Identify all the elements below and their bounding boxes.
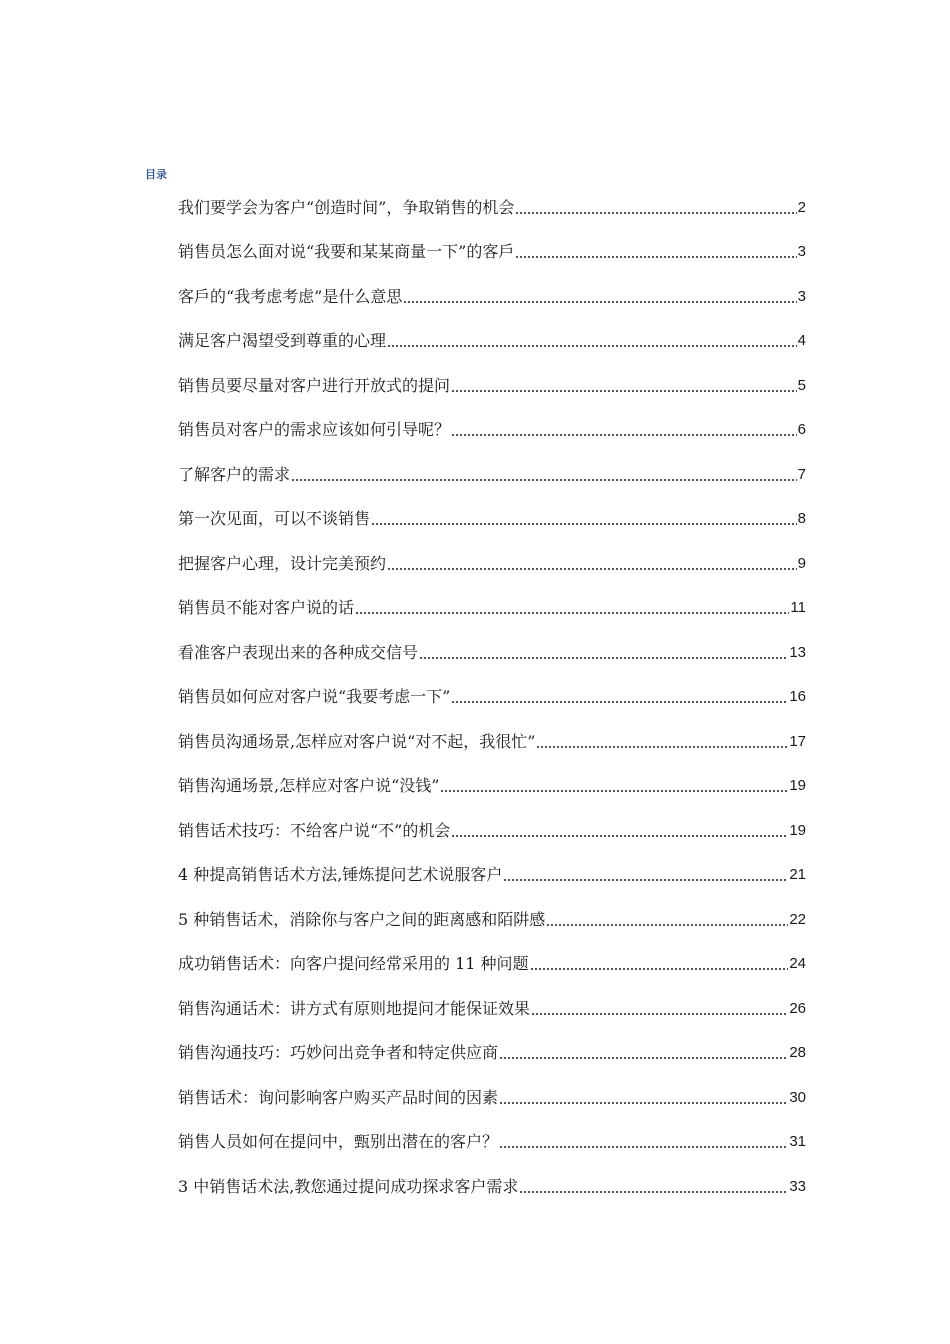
toc-entry[interactable]: [178, 321, 806, 366]
toc-entry-title: 销售话术技巧：不给客户说“不”的机会: [178, 820, 451, 840]
toc-entry-page-number: 3: [797, 243, 806, 260]
toc-entry-title: 销售员对客户的需求应该如何引导呢？: [178, 420, 451, 439]
toc-entry-page-number: 7: [797, 465, 806, 483]
toc-entry-page-number: 3: [797, 287, 806, 305]
toc-entry[interactable]: [178, 1122, 806, 1167]
toc-entry[interactable]: [178, 899, 806, 944]
toc-entry-page-number: 9: [797, 554, 806, 572]
toc-entry-title: 看准客户表现出来的各种成交信号: [178, 642, 419, 662]
toc-dot-leader: [503, 879, 788, 881]
toc-dot-leader: [371, 523, 797, 525]
toc-entry[interactable]: [178, 1166, 806, 1211]
toc-dot-leader: [519, 1191, 788, 1193]
toc-entry-title: 第一次见面，可以不谈销售: [178, 509, 371, 528]
toc-entry-title: 满足客户渴望受到尊重的心理: [178, 331, 387, 350]
toc-dot-leader: [355, 612, 789, 614]
toc-entry-page-number: 6: [797, 421, 806, 438]
toc-entry-page-number: 31: [789, 1133, 806, 1150]
toc-dot-leader: [499, 1102, 788, 1104]
toc-entry-title: 销售员怎么面对说“我要和某某商量一下”的客戶: [178, 242, 515, 261]
toc-dot-leader: [515, 256, 796, 258]
toc-dot-leader: [403, 301, 796, 303]
toc-entry[interactable]: [178, 410, 806, 455]
toc-entry-title: 销售员不能对客户说的话: [178, 598, 355, 617]
toc-entry-page-number: 33: [789, 1177, 806, 1195]
toc-entry-page-number: 11: [790, 599, 806, 616]
toc-entry-title: 我们要学会为客户“创造时间”，争取销售的机会: [178, 197, 515, 217]
toc-entry[interactable]: [178, 721, 806, 766]
toc-dot-leader: [515, 212, 796, 214]
toc-entry[interactable]: [178, 944, 806, 989]
toc-entry[interactable]: [178, 1077, 806, 1122]
toc-entry-title: 销售沟通话术：讲方式有原则地提问才能保证效果: [178, 998, 531, 1018]
toc-dot-leader: [387, 345, 797, 347]
toc-dot-leader: [499, 1146, 788, 1148]
toc-entry-title: 销售话术：询问影响客户购买产品时间的因素: [178, 1087, 499, 1107]
toc-dot-leader: [440, 790, 788, 792]
toc-entry-page-number: 30: [789, 1088, 806, 1106]
toc-dot-leader: [530, 968, 789, 970]
toc-entry-page-number: 4: [797, 332, 806, 349]
toc-entry-page-number: 28: [789, 1044, 806, 1061]
toc-entry-title: 4 种提高销售话术方法,锤炼提问艺术说服客户: [178, 865, 503, 884]
toc-entry-title: 成功销售话术：向客户提问经常采用的 11 种问题: [178, 954, 529, 973]
toc-dot-leader: [451, 701, 788, 703]
toc-dot-leader: [451, 390, 797, 392]
toc-dot-leader: [419, 657, 788, 659]
toc-dot-leader: [531, 1013, 788, 1015]
toc-entry-page-number: 19: [789, 821, 806, 839]
toc-entry-title: 销售人员如何在提问中，甄别出潜在的客户？: [178, 1132, 499, 1151]
toc-entry-title: 销售员如何应对客户说“我要考虑一下”: [178, 687, 451, 706]
toc-entry-page-number: 26: [789, 999, 806, 1017]
toc-dot-leader: [546, 924, 788, 926]
toc-entry-page-number: 24: [789, 955, 806, 972]
toc-entry-page-number: 19: [789, 777, 806, 794]
toc-entry-page-number: 21: [789, 866, 806, 883]
toc-entry[interactable]: [178, 543, 806, 588]
toc-entry[interactable]: [178, 810, 806, 855]
toc-entry-title: 销售员要尽量对客户进行开放式的提问: [178, 375, 451, 395]
toc-dot-leader: [291, 479, 797, 481]
toc-entry[interactable]: [178, 1033, 806, 1078]
toc-entry-page-number: 5: [797, 376, 806, 394]
toc-entry[interactable]: [178, 677, 806, 722]
toc-entry[interactable]: [178, 766, 806, 811]
toc-dot-leader: [536, 746, 788, 748]
toc-entry-title: 销售员沟通场景,怎样应对客户说“对不起，我很忙”: [178, 731, 536, 751]
toc-entry-page-number: 22: [789, 910, 806, 928]
toc-entry[interactable]: [178, 232, 806, 277]
toc-heading: 目录: [145, 168, 167, 181]
toc-dot-leader: [451, 835, 788, 837]
toc-entry[interactable]: [178, 187, 806, 232]
toc-entry-title: 了解客户的需求: [178, 464, 291, 484]
toc-entry[interactable]: [178, 855, 806, 900]
toc-entry-title: 销售沟通场景,怎样应对客户说“没钱”: [178, 776, 440, 795]
toc-entry-title: 5 种销售话术，消除你与客户之间的距离感和陌阱感: [178, 909, 546, 929]
toc-entry[interactable]: [178, 365, 806, 410]
toc-entry-page-number: 16: [789, 688, 806, 705]
table-of-contents: [178, 187, 806, 1211]
toc-entry-title: 客戶的“我考虑考虑”是什么意思: [178, 286, 403, 306]
toc-entry-title: 把握客户心理，设计完美预约: [178, 553, 387, 573]
toc-entry-page-number: 17: [789, 732, 806, 750]
toc-dot-leader: [387, 568, 797, 570]
toc-entry-page-number: 2: [797, 198, 806, 216]
toc-entry[interactable]: [178, 276, 806, 321]
toc-dot-leader: [499, 1057, 788, 1059]
toc-dot-leader: [451, 434, 797, 436]
toc-entry[interactable]: [178, 588, 806, 633]
toc-entry-page-number: 8: [797, 510, 806, 527]
toc-entry-title: 销售沟通技巧：巧妙问出竞争者和特定供应商: [178, 1043, 499, 1062]
toc-entry[interactable]: [178, 988, 806, 1033]
toc-entry[interactable]: [178, 499, 806, 544]
toc-entry[interactable]: [178, 454, 806, 499]
toc-entry-page-number: 13: [789, 643, 806, 661]
toc-entry[interactable]: [178, 632, 806, 677]
toc-entry-title: 3 中销售话术法,教您通过提问成功探求客户需求: [178, 1176, 519, 1196]
